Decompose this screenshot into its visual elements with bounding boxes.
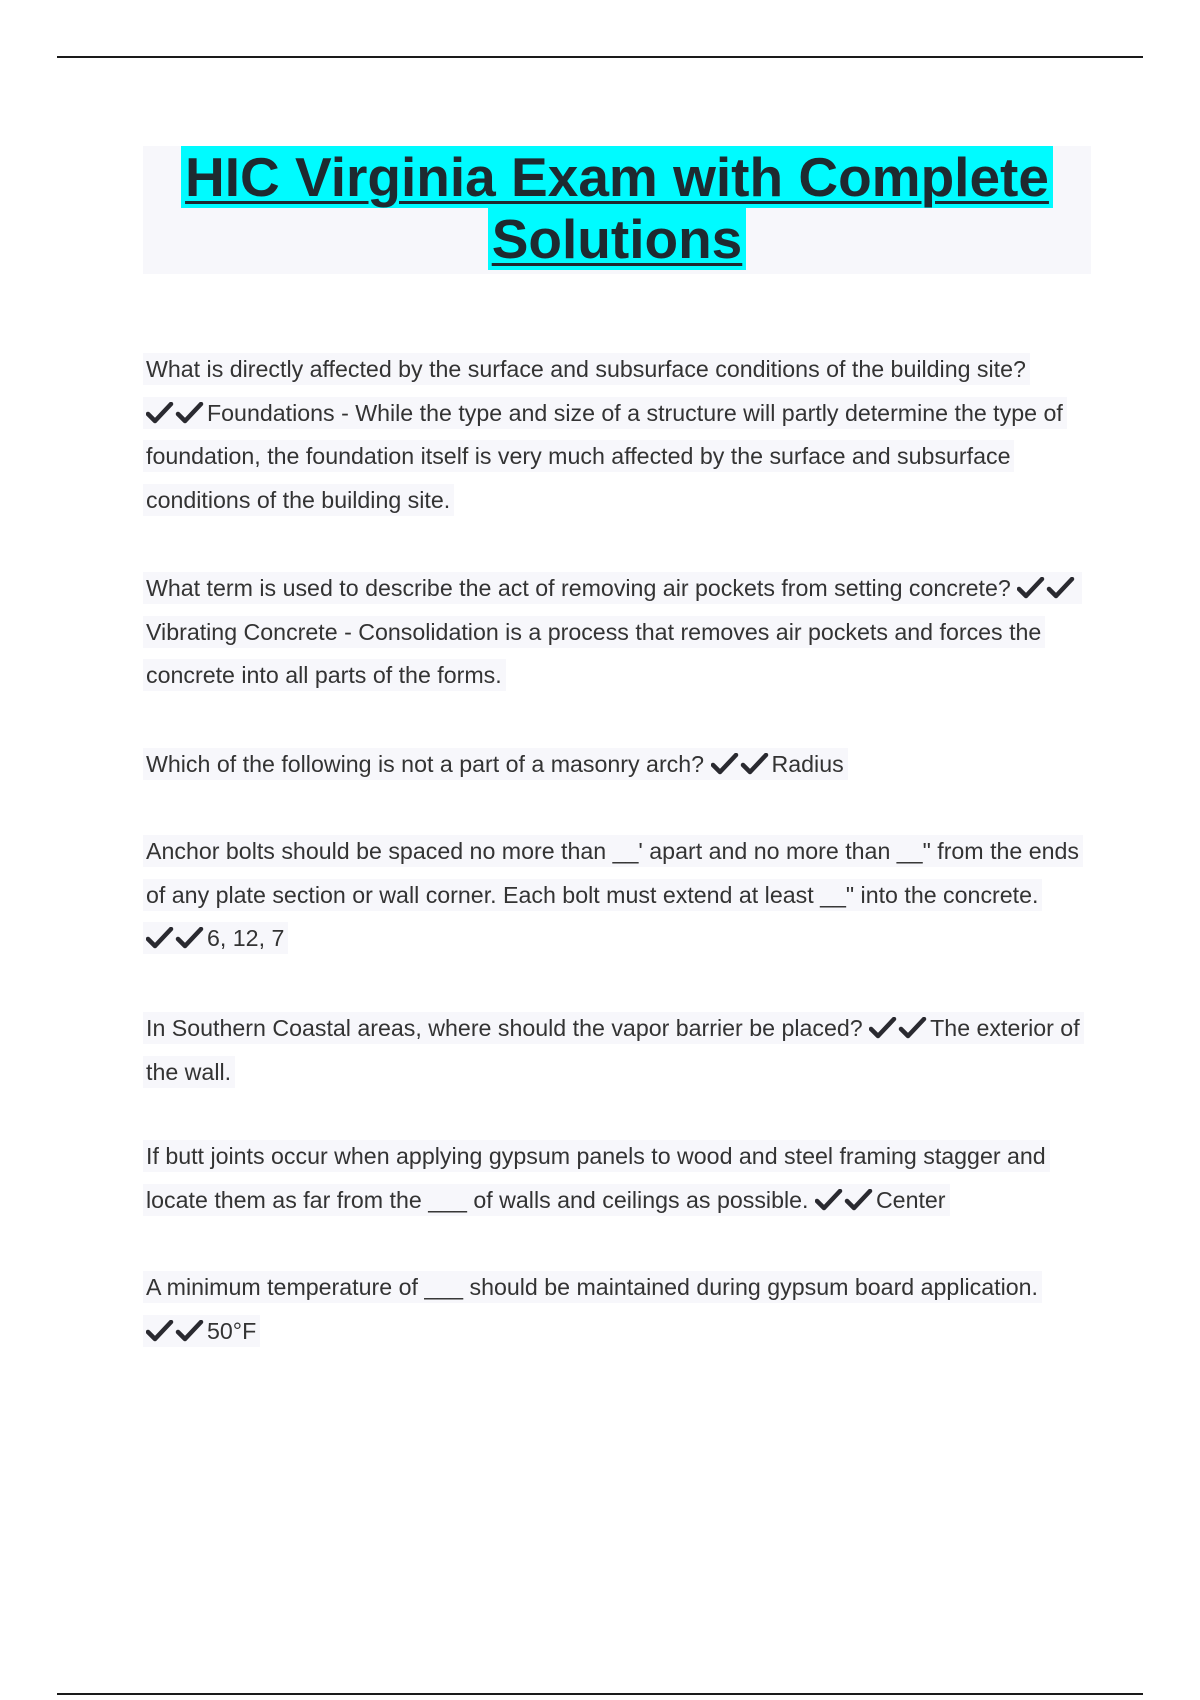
qa-item-1 <box>143 348 1093 522</box>
answer-text: Vibrating Concrete - Consolidation is a process that removes air pockets and forces the concrete into all parts of the forms. <box>146 618 1042 688</box>
question-text: If butt joints occur when applying gypsum panels to wood and steel framing stagger and locate them as far from the ___ of walls and ceilings as possible. <box>146 1143 1046 1213</box>
qa-item-6 <box>143 1135 1093 1222</box>
answer-text: 50°F <box>207 1317 257 1344</box>
question-text: In Southern Coastal areas, where should the vapor barrier be placed? <box>146 1015 863 1041</box>
question-text: What is directly affected by the surface and subsurface conditions of the building site? <box>146 356 1026 382</box>
title-block <box>143 146 1091 274</box>
question-text: Which of the following is not a part of a masonry arch? <box>146 751 705 777</box>
question-text: What term is used to describe the act of removing air pockets from setting concrete? <box>146 575 1011 601</box>
header-rule <box>57 56 1143 58</box>
question-text: Anchor bolts should be spaced no more than __' apart and no more than __" from the ends of any plate section or wall corner. Each bolt must extend at least __" into the concrete. <box>146 838 1080 908</box>
page-title-line-2: Solutions <box>488 208 747 270</box>
double-check-icon <box>869 1017 927 1039</box>
qa-item-7 <box>143 1266 1093 1353</box>
double-check-icon <box>1017 577 1075 599</box>
double-check-icon <box>146 1320 204 1342</box>
answer-text: Foundations - While the type and size of a structure will partly determine the type of foundation, the foundation itself is very much affected by the surface and subsurface conditions of the building site. <box>146 399 1063 513</box>
answer-text: 6, 12, 7 <box>207 925 285 951</box>
qa-item-2 <box>143 567 1093 698</box>
double-check-icon <box>146 402 204 424</box>
answer-text: The exterior of the wall. <box>146 1015 1080 1085</box>
page-title-line-1: HIC Virginia Exam with Complete <box>181 146 1053 208</box>
qa-item-3 <box>143 743 1093 787</box>
footer-rule <box>57 1693 1143 1695</box>
qa-item-4 <box>143 830 1093 961</box>
double-check-icon <box>815 1189 873 1211</box>
qa-item-5 <box>143 1007 1093 1094</box>
double-check-icon <box>711 753 769 775</box>
question-text: A minimum temperature of ___ should be maintained during gypsum board application. <box>146 1274 1038 1300</box>
answer-text: Radius <box>771 751 844 777</box>
double-check-icon <box>146 927 204 949</box>
answer-text: Center <box>875 1186 946 1213</box>
